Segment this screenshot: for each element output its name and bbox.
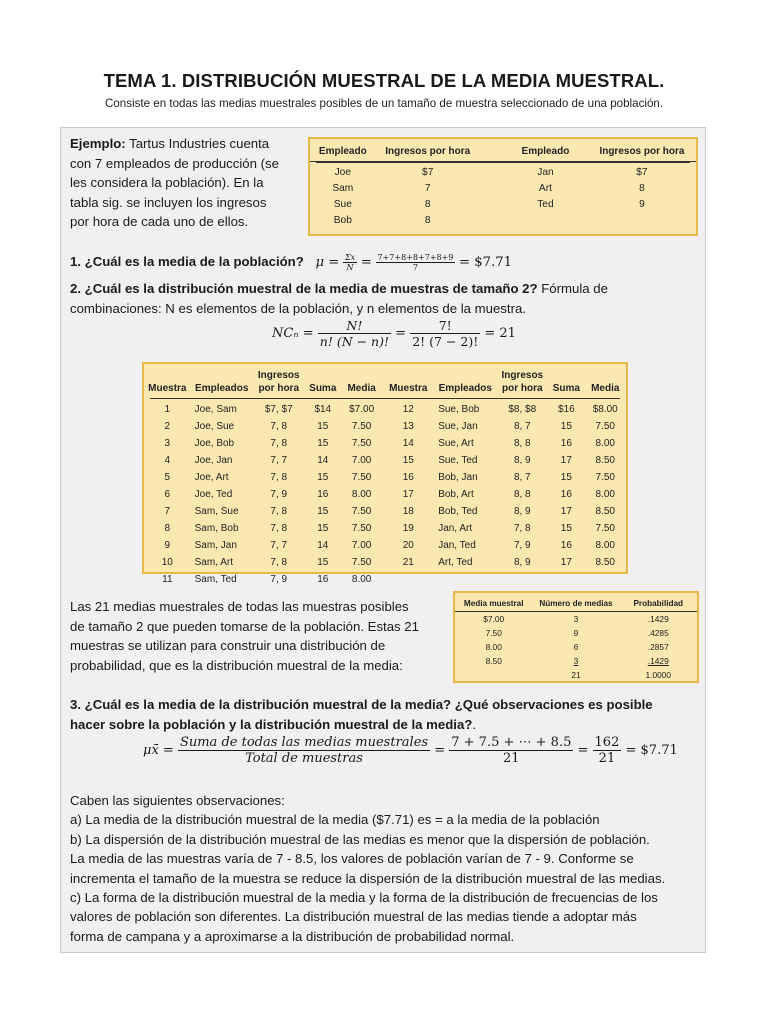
example-line: Tartus Industries cuenta	[125, 136, 270, 151]
fraction-denominator: 21	[598, 751, 616, 766]
sample-sum: 16	[317, 489, 329, 500]
formula-result: = 21	[484, 326, 516, 341]
samples-header: Suma	[309, 383, 337, 394]
sample-number: 8	[164, 523, 171, 534]
employee-cell: Art	[538, 183, 552, 194]
sample-wages: 8, 7	[513, 421, 531, 432]
sample-sum: 16	[560, 540, 572, 551]
paragraph-line: muestras se utilizan para construir una distribución de	[70, 638, 386, 654]
observation-line: b) La dispersión de la distribución muestral de las medias es menor que la dispersión de población.	[70, 831, 650, 847]
sample-sum	[548, 571, 584, 588]
sample-wages: 7, 8	[270, 472, 288, 483]
samples-header-top	[548, 369, 584, 382]
sample-number: 18	[402, 506, 414, 517]
formula-result: = $7.71	[625, 743, 678, 758]
sample-wages: 7, 8	[270, 523, 288, 534]
sample-sum: 15	[317, 506, 329, 517]
sample-mean: 8.50	[595, 557, 615, 568]
sample-wages: $8, $8	[508, 404, 537, 415]
samples-header: Muestra	[148, 383, 187, 394]
sample-sum: 17	[560, 557, 572, 568]
sample-sum: 14	[317, 455, 329, 466]
sample-sum: 15	[560, 523, 572, 534]
fraction-denominator: N	[346, 263, 354, 272]
question-2-label: 2. ¿Cuál es la distribución muestral de la media de muestras de tamaño 2?	[70, 281, 538, 296]
samples-header-top	[191, 369, 253, 382]
mean-count-total: 21	[571, 670, 581, 680]
probability-table	[453, 591, 699, 683]
sample-wages: 7, 9	[513, 540, 531, 551]
samples-table	[142, 362, 628, 585]
sample-number: 3	[164, 438, 171, 449]
sample-mean: 7.50	[351, 557, 372, 568]
fraction-numerator: 7+7+8+8+7+8+9	[377, 253, 454, 262]
fraction-numerator: 7 + 7.5 + ⋯ + 8.5	[451, 735, 572, 750]
sample-sum: 15	[560, 472, 572, 483]
observation-line: La media de las muestras varía de 7 - 8.5, los valores de población varían de 7 - 9. Conforme se	[70, 851, 634, 867]
paragraph-line: probabilidad, que es la distribución muestral de la media:	[70, 657, 403, 673]
question-2	[70, 279, 710, 318]
sample-sum: 17	[560, 506, 572, 517]
question-1-label: 1. ¿Cuál es la media de la población?	[70, 253, 304, 269]
table-row	[144, 469, 626, 486]
example-line: les considera la población). En la	[70, 175, 264, 191]
sample-employees: Sue, Art	[438, 438, 474, 449]
wage-cell: 9	[639, 199, 645, 210]
sample-employees: Sam, Bob	[194, 523, 239, 534]
fraction-denominator: 21	[503, 751, 520, 766]
sample-sum: 17	[560, 455, 572, 466]
sample-mean: 8.00	[595, 438, 615, 449]
observations	[70, 791, 710, 946]
sample-wages: 7, 7	[270, 540, 288, 551]
sample-number: 6	[164, 489, 171, 500]
question-3-line: hacer sobre la población y la distribución muestral de la media?	[70, 716, 473, 732]
sample-wages: 7, 8	[270, 421, 288, 432]
observation-line: forma de campana y a aproximarse a la distribución de probabilidad normal.	[70, 928, 515, 944]
table-row	[144, 486, 626, 503]
fraction-numerator: Σx	[344, 253, 356, 262]
probability-header: Número de medias	[532, 598, 619, 612]
sample-sum: 15	[317, 523, 329, 534]
table-row	[310, 213, 696, 229]
table-row	[144, 401, 626, 418]
sample-wages: 7, 9	[270, 489, 288, 500]
question-3	[70, 695, 710, 734]
formula-lhs: NCₙ =	[272, 326, 314, 341]
wage-cell: 8	[424, 199, 431, 210]
mean-count: 3	[573, 614, 579, 624]
sample-employees: Bob, Jan	[438, 472, 478, 483]
paragraph-line: de tamaño 2 que pueden tomarse de la población. Estas 21	[70, 618, 419, 634]
probability: .1429	[647, 656, 669, 666]
sample-mean: 7.50	[485, 628, 502, 638]
sample-mean: 7.00	[351, 455, 372, 466]
sample-number: 5	[164, 472, 171, 483]
sample-number: 19	[402, 523, 414, 534]
fraction-numerator: 162	[594, 735, 620, 750]
samples-header: por hora	[258, 383, 300, 394]
fraction-denominator: n! (N − n)!	[319, 334, 389, 349]
sample-sum: 15	[317, 472, 329, 483]
sample-employees	[434, 571, 496, 588]
wage-cell	[588, 213, 696, 229]
sample-wages: 7, 8	[270, 557, 288, 568]
sample-wages: 8, 9	[513, 506, 531, 517]
table-row	[455, 654, 697, 668]
mean-count: 9	[573, 628, 579, 638]
sample-employees: Sam, Art	[194, 557, 233, 568]
sample-employees: Joe, Bob	[194, 438, 235, 449]
sample-mean: 7.50	[351, 421, 372, 432]
sample-number: 14	[402, 438, 414, 449]
sample-mean: 7.50	[595, 472, 615, 483]
sample-mean: 7.00	[351, 540, 372, 551]
observation-line: a) La media de la distribución muestral de la media ($7.71) es = a la media de la población	[70, 812, 600, 828]
sample-employees: Joe, Ted	[194, 489, 233, 500]
sample-number: 12	[402, 404, 414, 415]
wage-cell: 7	[424, 183, 431, 194]
mean-count: 3	[573, 656, 579, 666]
sample-employees: Sam, Jan	[194, 540, 237, 551]
paragraph-line: Las 21 medias muestrales de todas las muestras posibles	[70, 599, 409, 614]
sample-employees: Joe, Sam	[194, 404, 237, 415]
table-row	[144, 537, 626, 554]
sample-employees: Jan, Art	[438, 523, 473, 534]
sample-mean: 8.50	[485, 656, 502, 666]
sample-mean: 8.50	[595, 455, 615, 466]
table-row	[144, 452, 626, 469]
question-2-text: combinaciones: N es elementos de la población, y n elementos de la muestra.	[70, 300, 526, 316]
samples-header-top	[144, 369, 191, 382]
sample-employees: Joe, Sue	[194, 421, 235, 432]
table-row	[310, 197, 696, 213]
table-row	[455, 626, 697, 640]
sample-mean	[584, 571, 626, 588]
table-row	[144, 554, 626, 571]
mu-symbol: μ =	[315, 254, 340, 270]
sample-employees: Jan, Ted	[438, 540, 476, 551]
sample-wages	[496, 571, 548, 588]
sample-number: 20	[402, 540, 414, 551]
page-title: TEMA 1. DISTRIBUCIÓN MUESTRAL DE LA MEDIA MUESTRAL.	[103, 70, 665, 91]
sample-wages: 7, 8	[513, 523, 531, 534]
table-row	[144, 520, 626, 537]
question-1	[70, 253, 710, 272]
employee-cell: Ted	[537, 199, 554, 210]
fraction-denominator: Total de muestras	[245, 751, 363, 766]
sample-employees: Sue, Bob	[438, 404, 480, 415]
sample-wages: $7, $7	[264, 404, 293, 415]
sample-employees: Sam, Ted	[194, 574, 237, 585]
sample-mean: 7.50	[595, 421, 615, 432]
samples-header-top: Ingresos	[257, 370, 300, 381]
sample-sum: 15	[317, 438, 329, 449]
probability-header: Probabilidad	[620, 598, 697, 612]
employee-header: Empleado	[318, 146, 367, 157]
sample-sum: 14	[317, 540, 329, 551]
probability-header: Media muestral	[455, 598, 532, 612]
sample-employees: Bob, Ted	[438, 506, 478, 517]
samples-header-top	[382, 369, 434, 382]
employee-cell	[503, 213, 588, 229]
samples-header-top	[305, 369, 341, 382]
employee-cell: Bob	[333, 215, 352, 226]
wage-header: Ingresos por hora	[599, 146, 685, 157]
question-2-text: Fórmula de	[537, 281, 608, 296]
sampling-mean-formula: μx̄ = $\frac{\text{Suma de todas las medias muestrales}}{\text{Total de muestras}}$ = $\frac{7 + 7.5 + \cdots + 8.5}{21}$ = $\frac{162}{21}$ = $7.71	[143, 735, 678, 766]
sample-sum: 15	[317, 557, 329, 568]
table-row	[144, 418, 626, 435]
equals-sign: =	[360, 254, 372, 270]
wage-cell: 8	[639, 183, 645, 194]
sample-mean: 8.00	[595, 489, 615, 500]
sample-wages: 7, 9	[270, 574, 288, 585]
sample-employees: Sue, Ted	[438, 455, 478, 466]
wage-cell: $7	[422, 167, 434, 178]
probability: .1429	[647, 614, 669, 624]
table-row	[144, 503, 626, 520]
sample-mean: 7.50	[351, 506, 372, 517]
mean-count: 6	[573, 642, 579, 652]
probability: .4285	[647, 628, 669, 638]
sample-wages: 7, 7	[270, 455, 288, 466]
table-row	[455, 640, 697, 654]
samples-header: Media	[591, 383, 620, 394]
page-subtitle: Consiste en todas las medias muestrales posibles de un tamaño de muestra seleccionado de una población.	[104, 97, 664, 110]
sample-wages: 8, 7	[513, 472, 531, 483]
example-line: por hora de cada uno de ellos.	[70, 214, 249, 230]
sample-employees: Joe, Jan	[194, 455, 233, 466]
sample-number: 11	[162, 574, 173, 585]
sample-mean: $8.00	[592, 404, 618, 415]
spacer-cell	[480, 213, 503, 229]
sample-number: 2	[164, 421, 171, 432]
sample-mean: 8.00	[485, 642, 502, 652]
observation-line: c) La forma de la distribución muestral de la media y la forma de la distribución de frecuencias de los	[70, 890, 658, 906]
total-row	[455, 668, 697, 682]
sample-mean: 7.50	[351, 438, 372, 449]
fraction-numerator: 7!	[410, 318, 480, 334]
sample-number: 17	[402, 489, 414, 500]
sample-wages: 7, 8	[270, 506, 288, 517]
table-row	[310, 165, 696, 181]
sample-employees: Sam, Sue	[194, 506, 239, 517]
example-label: Ejemplo:	[70, 136, 126, 151]
sample-number: 7	[164, 506, 171, 517]
observation-line: incrementa el tamaño de la muestra se reduce la dispersión de la distribución muestral de las medias.	[70, 870, 666, 886]
sample-number: 16	[402, 472, 414, 483]
samples-header-top	[341, 369, 382, 382]
sample-wages: 7, 8	[270, 438, 288, 449]
sample-wages: 8, 8	[513, 438, 531, 449]
table-row	[144, 571, 626, 588]
sample-mean: 7.50	[351, 472, 372, 483]
sample-number: 10	[161, 557, 173, 568]
sample-sum: 15	[317, 421, 329, 432]
question-3-period: .	[472, 716, 477, 732]
sample-mean-total	[455, 668, 532, 682]
sample-number: 21	[402, 557, 414, 568]
samples-header: Empleados	[195, 383, 249, 394]
table-row	[310, 181, 696, 197]
question-3-line: 3. ¿Cuál es la media de la distribución muestral de la media? ¿Qué observaciones es posible	[70, 697, 653, 712]
sample-mean: 8.00	[351, 574, 372, 585]
sample-sum: 16	[317, 574, 329, 585]
sample-mean: 8.00	[351, 489, 372, 500]
spacer-cell	[480, 181, 503, 197]
observation-line: valores de población son diferentes. La distribución muestral de las medias tiende a adoptar más	[70, 909, 637, 925]
sample-mean: 8.50	[595, 506, 615, 517]
samples-header: Muestra	[389, 383, 428, 394]
sample-mean: 7.50	[351, 523, 372, 534]
sample-sum: $14	[314, 404, 332, 415]
samples-header-top	[584, 369, 626, 382]
observation-line: Caben las siguientes observaciones:	[70, 793, 285, 808]
distribution-paragraph	[70, 597, 450, 675]
samples-header-top	[434, 369, 496, 382]
sample-employees: Sue, Jan	[438, 421, 478, 432]
wage-cell: $7	[636, 167, 648, 178]
fraction-numerator: Suma de todas las medias muestrales	[179, 735, 429, 750]
sample-number: 9	[164, 540, 171, 551]
example-line: con 7 empleados de producción (se	[70, 155, 279, 171]
employee-cell: Jan	[537, 167, 554, 178]
fraction-numerator: N!	[318, 318, 391, 334]
sample-wages: 8, 9	[513, 557, 531, 568]
fraction-denominator: 7	[412, 263, 418, 272]
probability-total: 1.0000	[645, 670, 672, 680]
table-row	[144, 435, 626, 452]
sample-number: 1	[164, 404, 171, 415]
spacer-cell	[480, 197, 503, 213]
sample-sum: $16	[557, 404, 575, 415]
sample-employees: Joe, Art	[194, 472, 229, 483]
employee-cell: Joe	[334, 167, 352, 178]
samples-header: Media	[347, 383, 376, 394]
combinations-formula: NCₙ = $\frac{N!}{n! (N - n)!}$ = $\frac{7!}{2! (7 - 2)!}$ = 21	[272, 318, 516, 349]
samples-header: Suma	[552, 383, 580, 394]
sample-wages: 8, 9	[513, 455, 531, 466]
sample-number: 13	[402, 421, 414, 432]
example-line: tabla sig. se incluyen los ingresos	[70, 194, 267, 210]
example-paragraph	[70, 134, 300, 232]
fraction-denominator: 2! (7 − 2)!	[412, 334, 479, 349]
sample-mean: $7.00	[483, 614, 505, 624]
sample-sum: 16	[560, 438, 572, 449]
probability: .2857	[647, 642, 669, 652]
formula-lhs: μx̄ =	[143, 743, 174, 758]
employee-cell: Sam	[332, 183, 354, 194]
employee-header: Empleado	[521, 146, 570, 157]
sample-number: 15	[402, 455, 414, 466]
sample-employees: Bob, Art	[438, 489, 474, 500]
wage-header: Ingresos por hora	[385, 146, 471, 157]
sample-mean: 7.50	[595, 523, 615, 534]
samples-header-top: Ingresos	[501, 370, 544, 381]
spacer-cell	[480, 165, 503, 181]
sample-employees: Art, Ted	[438, 557, 473, 568]
wage-cell: 8	[424, 215, 431, 226]
sample-mean: $7.00	[349, 404, 375, 415]
samples-header: Empleados	[438, 383, 492, 394]
employee-cell: Sue	[333, 199, 352, 210]
samples-header: por hora	[502, 383, 543, 394]
sample-number: 4	[164, 455, 171, 466]
sample-sum: 16	[560, 489, 572, 500]
sample-wages: 8, 8	[513, 489, 531, 500]
table-row	[455, 612, 697, 627]
sample-number	[382, 571, 434, 588]
sample-sum: 15	[560, 421, 572, 432]
population-mean-result: = $7.71	[459, 254, 513, 270]
sample-mean: 8.00	[595, 540, 615, 551]
employee-table	[308, 137, 698, 236]
